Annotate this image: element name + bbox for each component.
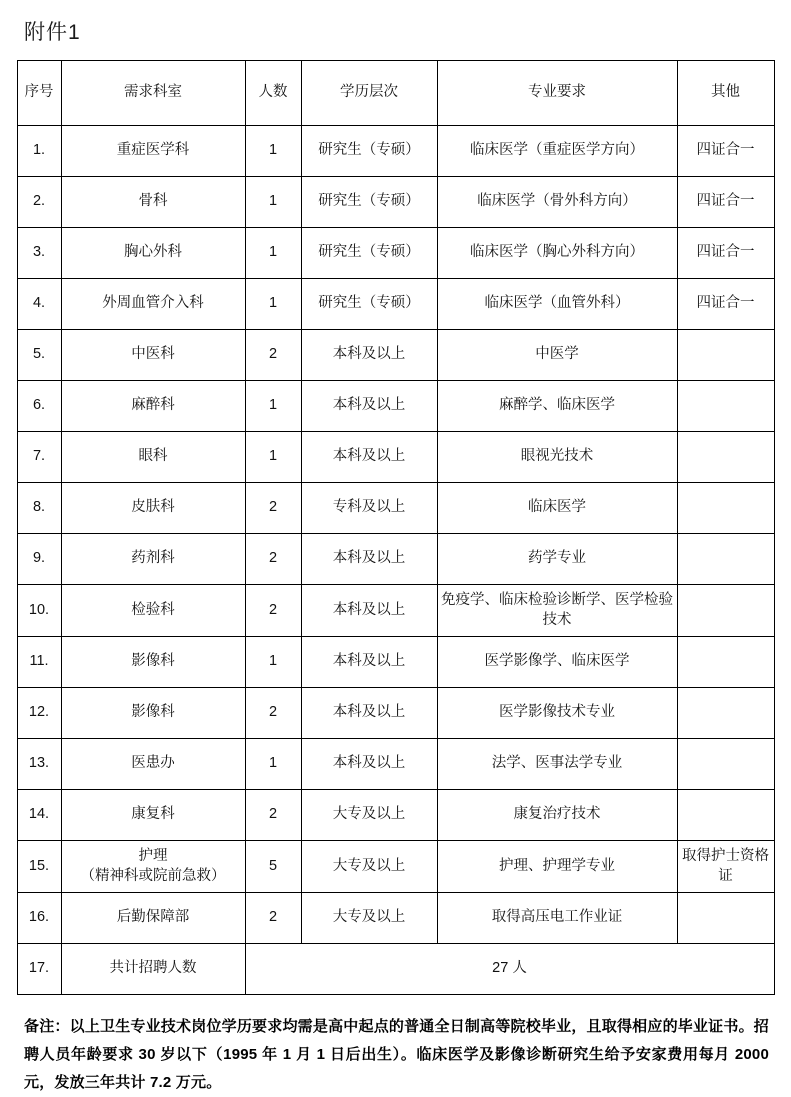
- table-row: [17, 739, 774, 790]
- cell-count: 1: [245, 381, 301, 432]
- cell-other: 四证合一: [677, 228, 774, 279]
- cell-index: 9.: [17, 534, 61, 585]
- cell-major: 医学影像学、临床医学: [437, 637, 677, 688]
- cell-index: 2.: [17, 177, 61, 228]
- cell-major: 临床医学（胸心外科方向）: [437, 228, 677, 279]
- cell-education: 本科及以上: [301, 381, 437, 432]
- cell-other: [677, 483, 774, 534]
- cell-education: 专科及以上: [301, 483, 437, 534]
- cell-department: 康复科: [61, 790, 245, 841]
- cell-total-index: 17.: [17, 944, 61, 995]
- cell-index: 6.: [17, 381, 61, 432]
- cell-count: 5: [245, 841, 301, 893]
- cell-count: 1: [245, 126, 301, 177]
- table-row: [17, 126, 774, 177]
- cell-other: 四证合一: [677, 177, 774, 228]
- recruitment-requirements-table: [17, 60, 775, 995]
- cell-count: 1: [245, 739, 301, 790]
- cell-other: [677, 330, 774, 381]
- cell-index: 4.: [17, 279, 61, 330]
- cell-department: 药剂科: [61, 534, 245, 585]
- cell-education: 大专及以上: [301, 790, 437, 841]
- cell-department: 皮肤科: [61, 483, 245, 534]
- cell-other: 四证合一: [677, 279, 774, 330]
- table-header: [17, 61, 774, 126]
- cell-other: [677, 637, 774, 688]
- cell-education: 本科及以上: [301, 637, 437, 688]
- cell-department: 检验科: [61, 585, 245, 637]
- cell-major: 药学专业: [437, 534, 677, 585]
- cell-major: 眼视光技术: [437, 432, 677, 483]
- cell-education: 本科及以上: [301, 534, 437, 585]
- cell-education: 本科及以上: [301, 330, 437, 381]
- table-body: [17, 126, 774, 995]
- cell-education: 研究生（专硕）: [301, 126, 437, 177]
- column-header-index: [17, 61, 61, 126]
- cell-other: [677, 688, 774, 739]
- table-row: [17, 432, 774, 483]
- cell-major: 麻醉学、临床医学: [437, 381, 677, 432]
- cell-count: 2: [245, 585, 301, 637]
- cell-education: 研究生（专硕）: [301, 177, 437, 228]
- cell-department: 眼科: [61, 432, 245, 483]
- cell-major: 康复治疗技术: [437, 790, 677, 841]
- table-row: [17, 688, 774, 739]
- column-header-other: 其他: [677, 61, 774, 126]
- cell-department: 外周血管介入科: [61, 279, 245, 330]
- cell-index: 8.: [17, 483, 61, 534]
- cell-count: 2: [245, 483, 301, 534]
- cell-count: 1: [245, 279, 301, 330]
- table-header-row: [17, 61, 774, 126]
- cell-index: 7.: [17, 432, 61, 483]
- cell-count: 2: [245, 790, 301, 841]
- cell-department: 医患办: [61, 739, 245, 790]
- cell-index: 3.: [17, 228, 61, 279]
- cell-major: 临床医学（血管外科）: [437, 279, 677, 330]
- cell-education: 本科及以上: [301, 688, 437, 739]
- cell-other: [677, 585, 774, 637]
- cell-index: 1.: [17, 126, 61, 177]
- cell-department: 重症医学科: [61, 126, 245, 177]
- page-title: 附件1: [24, 21, 81, 44]
- cell-count: 1: [245, 228, 301, 279]
- cell-index: 5.: [17, 330, 61, 381]
- cell-other: [677, 790, 774, 841]
- cell-major: 免疫学、临床检验诊断学、医学检验技术: [437, 585, 677, 637]
- cell-major: 临床医学（重症医学方向）: [437, 126, 677, 177]
- table-row: [17, 637, 774, 688]
- cell-education: 研究生（专硕）: [301, 228, 437, 279]
- table-row: [17, 279, 774, 330]
- cell-education: 研究生（专硕）: [301, 279, 437, 330]
- cell-department: 后勤保障部: [61, 893, 245, 944]
- cell-index: 16.: [17, 893, 61, 944]
- cell-other: 取得护士资格证: [677, 841, 774, 893]
- cell-education: 本科及以上: [301, 432, 437, 483]
- cell-department: 骨科: [61, 177, 245, 228]
- column-header-education: 学历层次: [301, 61, 437, 126]
- cell-department: 麻醉科: [61, 381, 245, 432]
- cell-department: 胸心外科: [61, 228, 245, 279]
- cell-count: 2: [245, 688, 301, 739]
- table-row: [17, 534, 774, 585]
- cell-department: 中医科: [61, 330, 245, 381]
- cell-count: 2: [245, 534, 301, 585]
- cell-count: 2: [245, 893, 301, 944]
- column-header-major: 专业要求: [437, 61, 677, 126]
- cell-index: 11.: [17, 637, 61, 688]
- cell-total-label: 共计招聘人数: [61, 944, 245, 995]
- cell-index: 14.: [17, 790, 61, 841]
- table-row: [17, 790, 774, 841]
- cell-department: 影像科: [61, 637, 245, 688]
- cell-major: 护理、护理学专业: [437, 841, 677, 893]
- cell-department: 影像科: [61, 688, 245, 739]
- table-row: [17, 381, 774, 432]
- table-row: [17, 585, 774, 637]
- cell-education: 大专及以上: [301, 841, 437, 893]
- cell-other: [677, 893, 774, 944]
- cell-index: 13.: [17, 739, 61, 790]
- cell-major: 临床医学（骨外科方向）: [437, 177, 677, 228]
- column-header-department: 需求科室: [61, 61, 245, 126]
- table-row: [17, 177, 774, 228]
- cell-count: 1: [245, 177, 301, 228]
- cell-major: 医学影像技术专业: [437, 688, 677, 739]
- cell-education: 大专及以上: [301, 893, 437, 944]
- cell-other: [677, 381, 774, 432]
- cell-count: 1: [245, 432, 301, 483]
- table-row: [17, 841, 774, 893]
- cell-major: 法学、医事法学专业: [437, 739, 677, 790]
- table-row: [17, 330, 774, 381]
- cell-other: [677, 534, 774, 585]
- footer-note: 备注：以上卫生专业技术岗位学历要求均需是高中起点的普通全日制高等院校毕业，且取得相应的毕业证书。招聘人员年龄要求 30 岁以下（1995 年 1 月 1 日后出生）。临床医学及影像诊断研究生给予安家费用每月 2000 元，发放三年共计 7.2 万元。: [24, 1018, 769, 1091]
- cell-count: 2: [245, 330, 301, 381]
- column-header-count: 人数: [245, 61, 301, 126]
- cell-index: 12.: [17, 688, 61, 739]
- column-header-index-label: 序号: [24, 84, 54, 101]
- table-row: [17, 483, 774, 534]
- cell-other: [677, 739, 774, 790]
- table-total-row: [17, 944, 774, 995]
- cell-major: 中医学: [437, 330, 677, 381]
- table-row: [17, 228, 774, 279]
- cell-other: [677, 432, 774, 483]
- cell-major: 临床医学: [437, 483, 677, 534]
- cell-index: 15.: [17, 841, 61, 893]
- cell-total-value: 27 人: [245, 944, 774, 995]
- cell-other: 四证合一: [677, 126, 774, 177]
- cell-department: 护理 （精神科或院前急救）: [61, 841, 245, 893]
- cell-major: 取得高压电工作业证: [437, 893, 677, 944]
- cell-count: 1: [245, 637, 301, 688]
- cell-education: 本科及以上: [301, 585, 437, 637]
- table-row: [17, 893, 774, 944]
- cell-education: 本科及以上: [301, 739, 437, 790]
- cell-index: 10.: [17, 585, 61, 637]
